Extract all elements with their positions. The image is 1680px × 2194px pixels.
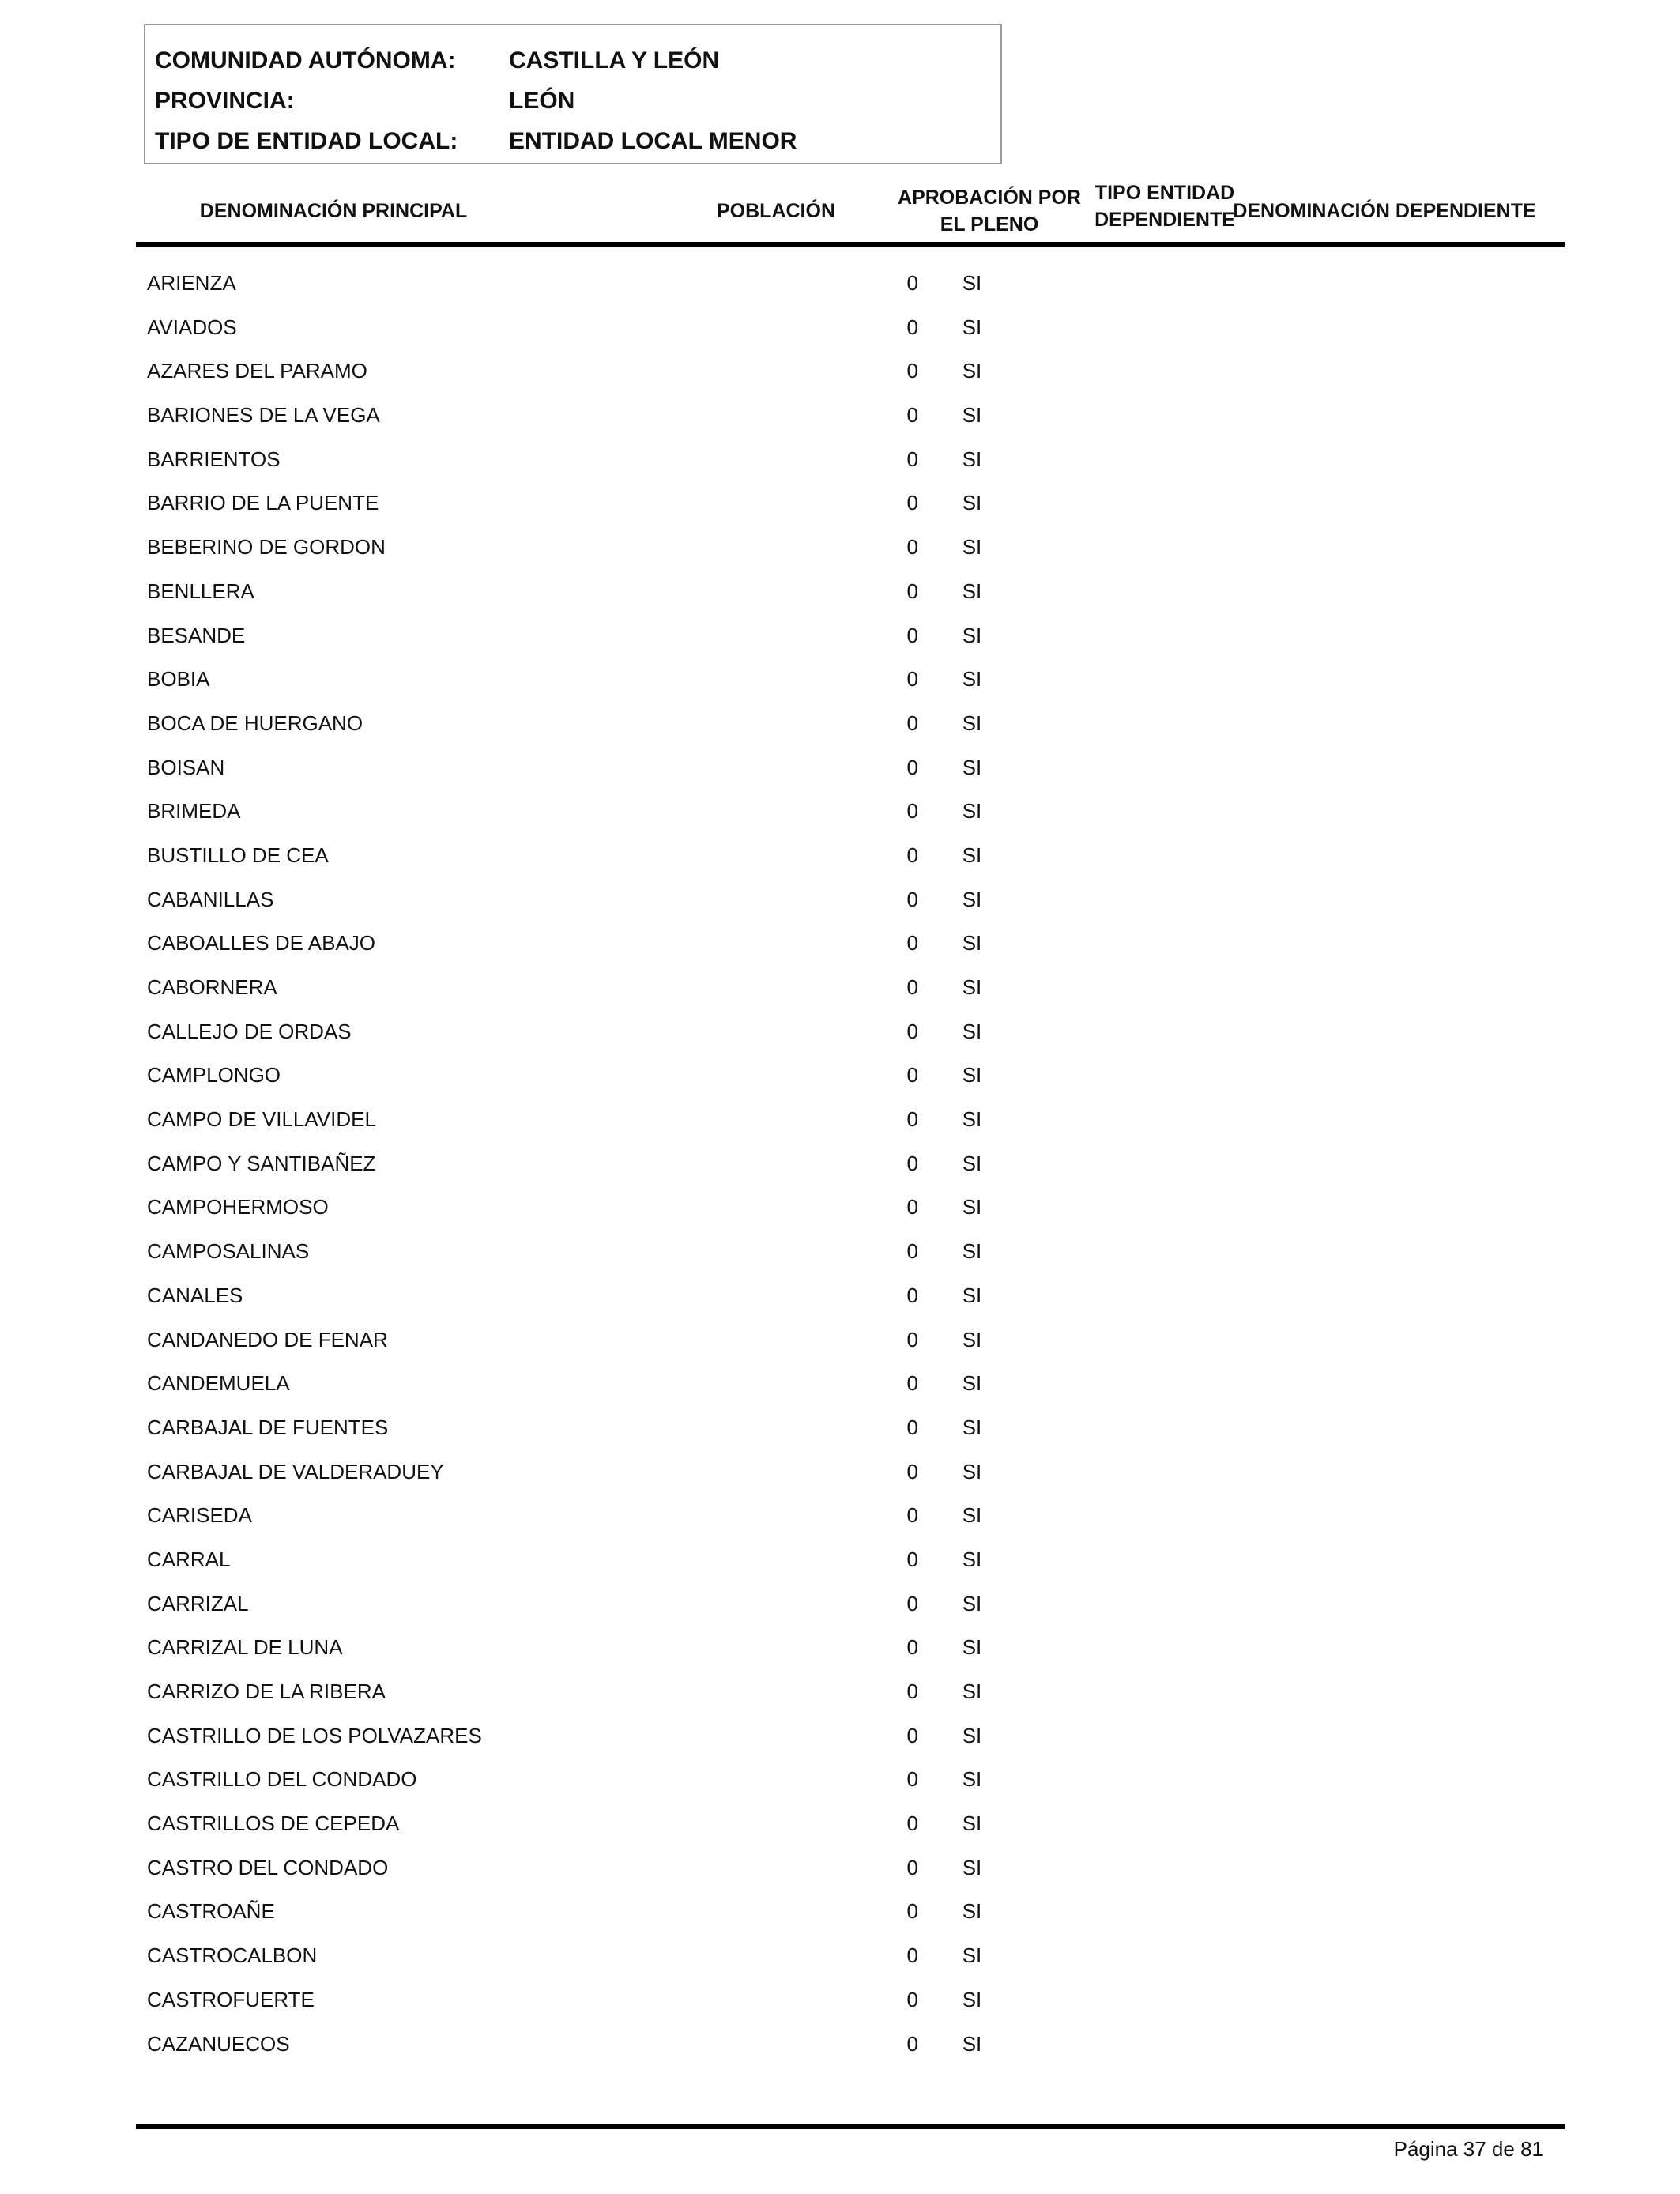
- table-row: [136, 797, 1565, 841]
- table-row: [136, 1149, 1565, 1193]
- row-name: AZARES DEL PARAMO: [147, 359, 367, 383]
- row-poblacion: 0: [906, 1063, 918, 1088]
- row-name: CASTRO DEL CONDADO: [147, 1855, 389, 1879]
- row-aprobacion: SI: [962, 1459, 982, 1483]
- row-aprobacion: SI: [962, 1547, 982, 1571]
- row-poblacion: 0: [906, 447, 918, 471]
- row-name: CASTROCALBON: [147, 1943, 318, 1968]
- row-aprobacion: SI: [962, 403, 982, 428]
- table-row: [136, 841, 1565, 885]
- row-name: CALLEJO DE ORDAS: [147, 1019, 352, 1043]
- col-tipo-entidad-line1: TIPO ENTIDAD: [1094, 182, 1235, 204]
- row-aprobacion: SI: [962, 1635, 982, 1660]
- row-poblacion: 0: [906, 755, 918, 779]
- row-name: CASTROFUERTE: [147, 1987, 315, 2011]
- row-name: CABORNERA: [147, 975, 277, 999]
- table-row: [136, 1017, 1565, 1061]
- row-name: CASTRILLO DE LOS POLVAZARES: [147, 1723, 482, 1747]
- table-row: [136, 1193, 1565, 1237]
- row-aprobacion: SI: [962, 1723, 982, 1747]
- row-aprobacion: SI: [962, 1063, 982, 1088]
- provincia-label: PROVINCIA:: [155, 88, 295, 114]
- row-name: CASTRILLOS DE CEPEDA: [147, 1811, 400, 1836]
- row-aprobacion: SI: [962, 579, 982, 603]
- row-aprobacion: SI: [962, 667, 982, 692]
- row-poblacion: 0: [906, 623, 918, 647]
- row-aprobacion: SI: [962, 1679, 982, 1703]
- table-row: [136, 1413, 1565, 1457]
- table-row: [136, 1809, 1565, 1853]
- table-row: [136, 929, 1565, 973]
- row-aprobacion: SI: [962, 1987, 982, 2011]
- row-aprobacion: SI: [962, 1195, 982, 1220]
- row-poblacion: 0: [906, 1591, 918, 1615]
- row-name: BARIONES DE LA VEGA: [147, 403, 380, 428]
- col-aprobacion-line2: EL PLENO: [940, 213, 1039, 236]
- row-poblacion: 0: [906, 1943, 918, 1968]
- row-poblacion: 0: [906, 667, 918, 692]
- row-name: CARISEDA: [147, 1503, 252, 1528]
- row-aprobacion: SI: [962, 2031, 982, 2056]
- row-poblacion: 0: [906, 359, 918, 383]
- table-row: [136, 401, 1565, 445]
- row-name: CARRAL: [147, 1547, 231, 1571]
- row-poblacion: 0: [906, 1855, 918, 1879]
- row-name: ARIENZA: [147, 271, 236, 295]
- row-name: BOBIA: [147, 667, 210, 692]
- row-aprobacion: SI: [962, 975, 982, 999]
- row-poblacion: 0: [906, 403, 918, 428]
- row-name: BEBERINO DE GORDON: [147, 535, 386, 560]
- row-name: BUSTILLO DE CEA: [147, 843, 329, 867]
- row-poblacion: 0: [906, 931, 918, 956]
- table-row: [136, 885, 1565, 929]
- table-row: [136, 1677, 1565, 1721]
- row-poblacion: 0: [906, 975, 918, 999]
- row-name: CAMPLONGO: [147, 1063, 281, 1088]
- row-name: BOCA DE HUERGANO: [147, 711, 363, 735]
- row-poblacion: 0: [906, 1239, 918, 1264]
- row-name: BRIMEDA: [147, 799, 241, 824]
- table-row: [136, 269, 1565, 313]
- table-row: [136, 665, 1565, 709]
- row-name: BESANDE: [147, 623, 246, 647]
- row-poblacion: 0: [906, 271, 918, 295]
- row-aprobacion: SI: [962, 1151, 982, 1175]
- row-name: CASTRILLO DEL CONDADO: [147, 1767, 417, 1792]
- table-row: [136, 313, 1565, 357]
- row-poblacion: 0: [906, 535, 918, 560]
- row-aprobacion: SI: [962, 1415, 982, 1439]
- row-name: CABOALLES DE ABAJO: [147, 931, 376, 956]
- row-poblacion: 0: [906, 315, 918, 339]
- table-row: [136, 445, 1565, 489]
- row-aprobacion: SI: [962, 623, 982, 647]
- table-row: [136, 1941, 1565, 1985]
- row-poblacion: 0: [906, 1459, 918, 1483]
- row-poblacion: 0: [906, 1723, 918, 1747]
- table-body: [136, 269, 1565, 2073]
- row-poblacion: 0: [906, 1503, 918, 1528]
- row-aprobacion: SI: [962, 1019, 982, 1043]
- table-row: [136, 2030, 1565, 2074]
- row-name: BOISAN: [147, 755, 225, 779]
- table-header: [136, 175, 1565, 247]
- row-poblacion: 0: [906, 1195, 918, 1220]
- col-aprobacion-line1: APROBACIÓN POR: [898, 187, 1081, 209]
- table-row: [136, 1501, 1565, 1545]
- row-name: CARBAJAL DE FUENTES: [147, 1415, 389, 1439]
- row-aprobacion: SI: [962, 1943, 982, 1968]
- table-row: [136, 1985, 1565, 2030]
- row-poblacion: 0: [906, 1811, 918, 1836]
- row-aprobacion: SI: [962, 315, 982, 339]
- provincia-value: LEÓN: [509, 88, 575, 114]
- row-aprobacion: SI: [962, 1899, 982, 1924]
- table-row: [136, 973, 1565, 1017]
- row-aprobacion: SI: [962, 1855, 982, 1879]
- table-row: [136, 1325, 1565, 1370]
- row-name: CANDANEDO DE FENAR: [147, 1327, 388, 1351]
- row-name: CANALES: [147, 1283, 243, 1307]
- row-poblacion: 0: [906, 887, 918, 911]
- row-name: CAMPO DE VILLAVIDEL: [147, 1107, 376, 1132]
- table-row: [136, 577, 1565, 621]
- row-poblacion: 0: [906, 1679, 918, 1703]
- table-row: [136, 1897, 1565, 1941]
- row-poblacion: 0: [906, 1283, 918, 1307]
- row-aprobacion: SI: [962, 1503, 982, 1528]
- row-poblacion: 0: [906, 1767, 918, 1792]
- row-poblacion: 0: [906, 1151, 918, 1175]
- row-poblacion: 0: [906, 1547, 918, 1571]
- col-poblacion: POBLACIÓN: [717, 200, 835, 222]
- table-row: [136, 356, 1565, 401]
- comunidad-value: CASTILLA Y LEÓN: [509, 47, 720, 74]
- comunidad-label: COMUNIDAD AUTÓNOMA:: [155, 47, 456, 74]
- row-poblacion: 0: [906, 843, 918, 867]
- row-name: CARRIZAL DE LUNA: [147, 1635, 343, 1660]
- row-name: BENLLERA: [147, 579, 254, 603]
- row-aprobacion: SI: [962, 887, 982, 911]
- row-aprobacion: SI: [962, 1767, 982, 1792]
- tipo-label: TIPO DE ENTIDAD LOCAL:: [155, 128, 458, 154]
- row-aprobacion: SI: [962, 447, 982, 471]
- table-row: [136, 488, 1565, 533]
- table-row: [136, 1061, 1565, 1105]
- row-aprobacion: SI: [962, 843, 982, 867]
- row-name: BARRIENTOS: [147, 447, 281, 471]
- row-aprobacion: SI: [962, 535, 982, 560]
- row-aprobacion: SI: [962, 931, 982, 956]
- row-poblacion: 0: [906, 1371, 918, 1396]
- row-poblacion: 0: [906, 1415, 918, 1439]
- row-aprobacion: SI: [962, 1591, 982, 1615]
- row-name: CAMPOHERMOSO: [147, 1195, 329, 1220]
- row-aprobacion: SI: [962, 755, 982, 779]
- table-row: [136, 1589, 1565, 1634]
- table-row: [136, 1281, 1565, 1325]
- row-poblacion: 0: [906, 1899, 918, 1924]
- table-row: [136, 1457, 1565, 1502]
- row-poblacion: 0: [906, 491, 918, 515]
- row-aprobacion: SI: [962, 491, 982, 515]
- row-poblacion: 0: [906, 2031, 918, 2056]
- row-name: BARRIO DE LA PUENTE: [147, 491, 379, 515]
- col-denominacion-dependiente: DENOMINACIÓN DEPENDIENTE: [1233, 200, 1536, 222]
- row-name: CARRIZO DE LA RIBERA: [147, 1679, 386, 1703]
- row-name: CABANILLAS: [147, 887, 274, 911]
- table-row: [136, 1237, 1565, 1281]
- col-denominacion-principal: DENOMINACIÓN PRINCIPAL: [199, 200, 468, 222]
- row-aprobacion: SI: [962, 1371, 982, 1396]
- header-rule: [136, 242, 1565, 247]
- row-aprobacion: SI: [962, 359, 982, 383]
- row-name: CARBAJAL DE VALDERADUEY: [147, 1459, 444, 1483]
- col-tipo-entidad-line2: DEPENDIENTE: [1094, 209, 1235, 231]
- row-aprobacion: SI: [962, 711, 982, 735]
- table-row: [136, 1369, 1565, 1413]
- row-name: CARRIZAL: [147, 1591, 249, 1615]
- tipo-value: ENTIDAD LOCAL MENOR: [509, 128, 797, 154]
- row-name: CAZANUECOS: [147, 2031, 290, 2056]
- table-row: [136, 533, 1565, 577]
- row-poblacion: 0: [906, 1987, 918, 2011]
- row-poblacion: 0: [906, 579, 918, 603]
- row-poblacion: 0: [906, 1107, 918, 1132]
- row-aprobacion: SI: [962, 1107, 982, 1132]
- row-poblacion: 0: [906, 799, 918, 824]
- row-poblacion: 0: [906, 711, 918, 735]
- row-poblacion: 0: [906, 1635, 918, 1660]
- table-row: [136, 621, 1565, 665]
- footer-rule: [136, 2124, 1565, 2129]
- table-row: [136, 709, 1565, 753]
- row-name: CASTROAÑE: [147, 1899, 275, 1924]
- table-row: [136, 1633, 1565, 1677]
- table-row: [136, 1545, 1565, 1589]
- row-name: CAMPOSALINAS: [147, 1239, 310, 1264]
- table-row: [136, 753, 1565, 797]
- row-aprobacion: SI: [962, 1811, 982, 1836]
- row-poblacion: 0: [906, 1019, 918, 1043]
- table-row: [136, 1853, 1565, 1898]
- row-aprobacion: SI: [962, 271, 982, 295]
- table-row: [136, 1765, 1565, 1809]
- page-number: Página 37 de 81: [1393, 2137, 1543, 2161]
- row-aprobacion: SI: [962, 1327, 982, 1351]
- row-name: CAMPO Y SANTIBAÑEZ: [147, 1151, 376, 1175]
- table-row: [136, 1721, 1565, 1766]
- table-row: [136, 1105, 1565, 1149]
- entity-info-box: [144, 24, 1002, 164]
- row-aprobacion: SI: [962, 1283, 982, 1307]
- row-name: AVIADOS: [147, 315, 237, 339]
- row-name: CANDEMUELA: [147, 1371, 290, 1396]
- row-aprobacion: SI: [962, 1239, 982, 1264]
- row-aprobacion: SI: [962, 799, 982, 824]
- row-poblacion: 0: [906, 1327, 918, 1351]
